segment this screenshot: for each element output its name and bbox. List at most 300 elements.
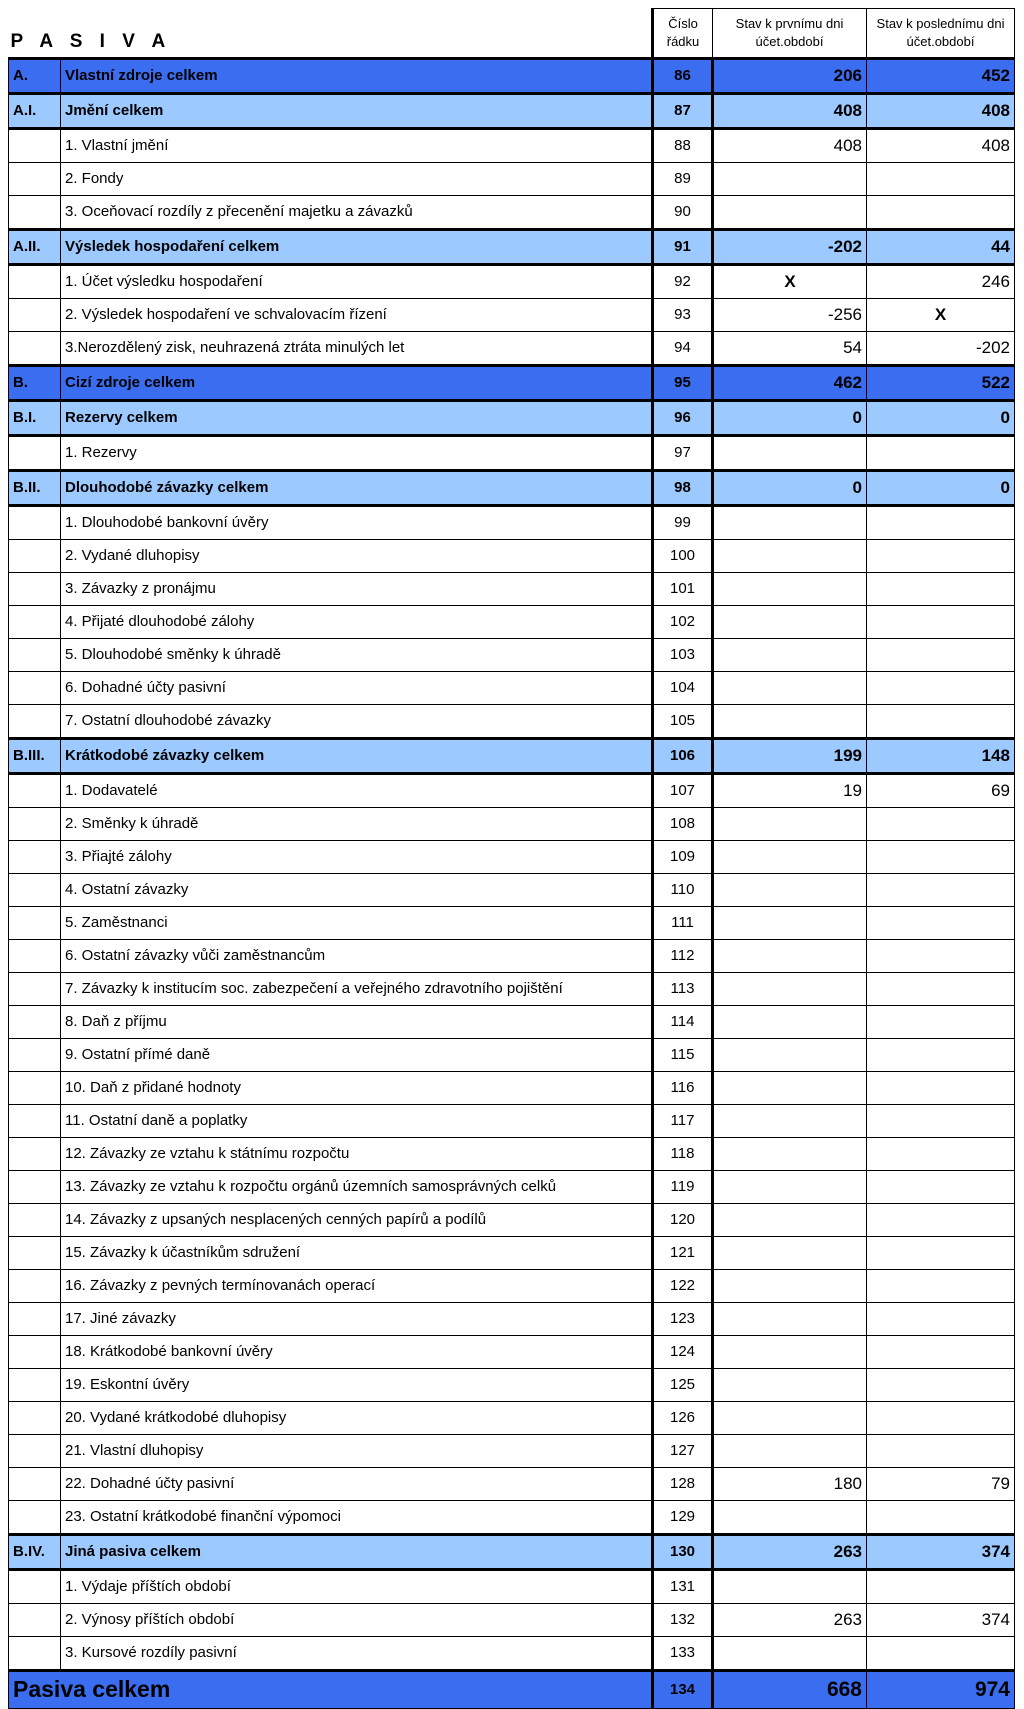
first-day-value [713,1302,867,1335]
last-day-value: 452 [867,58,1015,93]
first-day-value [713,1005,867,1038]
row-code: B.IV. [9,1534,61,1569]
row-number: 97 [653,435,713,470]
last-day-value [867,195,1015,229]
table-row [9,1170,1015,1203]
row-number: 118 [653,1137,713,1170]
row-code [9,840,61,873]
table-row [9,605,1015,638]
row-label: 2. Výnosy příštích období [61,1603,653,1636]
first-day-value [713,1137,867,1170]
first-day-value: X [713,264,867,298]
row-number: 98 [653,470,713,505]
table-row [9,773,1015,807]
last-day-value: -202 [867,331,1015,365]
row-label: 2. Fondy [61,162,653,195]
row-code [9,298,61,331]
last-day-value [867,1137,1015,1170]
row-number: 95 [653,365,713,400]
row-label: 21. Vlastní dluhopisy [61,1434,653,1467]
last-day-value: 374 [867,1534,1015,1569]
row-number: 130 [653,1534,713,1569]
last-day-value [867,162,1015,195]
row-number: 122 [653,1269,713,1302]
row-code [9,195,61,229]
first-day-value: 0 [713,470,867,505]
first-day-value [713,572,867,605]
row-label: 1. Dodavatelé [61,773,653,807]
last-day-value [867,1569,1015,1603]
first-day-value [713,1569,867,1603]
row-number: 93 [653,298,713,331]
table-row [9,1104,1015,1137]
row-code [9,671,61,704]
row-code [9,1038,61,1071]
row-number: 107 [653,773,713,807]
row-code [9,1005,61,1038]
last-day-value: 0 [867,400,1015,435]
last-day-value [867,1636,1015,1670]
row-code [9,162,61,195]
row-label: Jmění celkem [61,93,653,128]
row-label: Cizí zdroje celkem [61,365,653,400]
first-day-value [713,1636,867,1670]
subsection-row [9,738,1015,773]
last-day-value [867,605,1015,638]
last-day-value [867,1170,1015,1203]
row-number: 117 [653,1104,713,1137]
row-number: 114 [653,1005,713,1038]
row-number: 121 [653,1236,713,1269]
table-row [9,1569,1015,1603]
first-day-value: -256 [713,298,867,331]
table-row [9,1269,1015,1302]
header-row [9,9,1015,59]
row-label: 1. Dlouhodobé bankovní úvěry [61,505,653,539]
last-day-value [867,1434,1015,1467]
row-code [9,1467,61,1500]
row-label: 3. Oceňovací rozdíly z přecenění majetku a závazků [61,195,653,229]
first-day-value [713,1368,867,1401]
row-number: 105 [653,704,713,738]
total-row-number: 134 [653,1670,713,1708]
row-number: 101 [653,572,713,605]
total-last-value: 974 [867,1670,1015,1708]
table-row [9,298,1015,331]
row-code: A.I. [9,93,61,128]
first-day-value: 408 [713,93,867,128]
row-number: 104 [653,671,713,704]
last-day-value [867,807,1015,840]
row-code [9,1500,61,1534]
last-day-value [867,1203,1015,1236]
last-day-value [867,704,1015,738]
first-day-value [713,939,867,972]
row-code [9,1236,61,1269]
first-day-value [713,162,867,195]
row-label: 12. Závazky ze vztahu k státnímu rozpočtu [61,1137,653,1170]
table-row [9,840,1015,873]
table-row [9,1368,1015,1401]
row-label: 19. Eskontní úvěry [61,1368,653,1401]
row-number: 90 [653,195,713,229]
row-code [9,1434,61,1467]
row-label: 7. Ostatní dlouhodobé závazky [61,704,653,738]
row-code: B.III. [9,738,61,773]
table-row [9,1302,1015,1335]
last-day-value: 522 [867,365,1015,400]
first-day-value [713,605,867,638]
row-label: 4. Ostatní závazky [61,873,653,906]
last-day-value [867,1269,1015,1302]
last-day-value: 374 [867,1603,1015,1636]
row-label: Jiná pasiva celkem [61,1534,653,1569]
row-label: 2. Výsledek hospodaření ve schvalovacím řízení [61,298,653,331]
row-label: 2. Vydané dluhopisy [61,539,653,572]
row-code: A.II. [9,229,61,264]
last-day-value [867,638,1015,671]
last-day-value [867,1104,1015,1137]
table-row [9,704,1015,738]
last-day-value [867,840,1015,873]
last-day-value [867,1335,1015,1368]
table-row [9,1071,1015,1104]
row-code [9,128,61,162]
col-header-row-number: Číslo řádku [653,9,713,59]
row-code [9,906,61,939]
table-row [9,1467,1015,1500]
first-day-value [713,435,867,470]
subsection-row [9,470,1015,505]
row-label: 13. Závazky ze vztahu k rozpočtu orgánů územních samosprávných celků [61,1170,653,1203]
row-code [9,1104,61,1137]
first-day-value [713,873,867,906]
first-day-value [713,1071,867,1104]
table-row [9,162,1015,195]
row-number: 133 [653,1636,713,1670]
first-day-value [713,638,867,671]
row-number: 115 [653,1038,713,1071]
subsection-row [9,400,1015,435]
row-number: 113 [653,972,713,1005]
row-label: 15. Závazky k účastníkům sdružení [61,1236,653,1269]
subsection-row [9,229,1015,264]
last-day-value [867,572,1015,605]
first-day-value [713,1500,867,1534]
row-code [9,264,61,298]
row-label: 23. Ostatní krátkodobé finanční výpomoci [61,1500,653,1534]
first-day-value [713,505,867,539]
row-number: 124 [653,1335,713,1368]
row-label: 3.Nerozdělený zisk, neuhrazená ztráta minulých let [61,331,653,365]
total-first-value: 668 [713,1670,867,1708]
row-label: 4. Přijaté dlouhodobé zálohy [61,605,653,638]
last-day-value: 246 [867,264,1015,298]
row-number: 128 [653,1467,713,1500]
row-number: 96 [653,400,713,435]
last-day-value [867,435,1015,470]
table-row [9,972,1015,1005]
row-code [9,1368,61,1401]
table-row [9,128,1015,162]
last-day-value [867,505,1015,539]
first-day-value: 263 [713,1603,867,1636]
last-day-value: 408 [867,128,1015,162]
row-code [9,807,61,840]
subsection-row [9,1534,1015,1569]
last-day-value: 69 [867,773,1015,807]
first-day-value [713,671,867,704]
row-label: 22. Dohadné účty pasivní [61,1467,653,1500]
table-row [9,906,1015,939]
last-day-value: 79 [867,1467,1015,1500]
table-row [9,1335,1015,1368]
first-day-value: 206 [713,58,867,93]
table-row [9,1203,1015,1236]
table-row [9,1005,1015,1038]
row-number: 87 [653,93,713,128]
first-day-value [713,1203,867,1236]
row-label: 3. Přiajté zálohy [61,840,653,873]
row-number: 91 [653,229,713,264]
first-day-value [713,840,867,873]
table-row [9,1636,1015,1670]
first-day-value [713,1236,867,1269]
row-label: 3. Závazky z pronájmu [61,572,653,605]
row-label: 9. Ostatní přímé daně [61,1038,653,1071]
table-row [9,1500,1015,1534]
first-day-value [713,972,867,1005]
row-number: 131 [653,1569,713,1603]
row-number: 132 [653,1603,713,1636]
table-row [9,264,1015,298]
row-code [9,605,61,638]
last-day-value [867,1236,1015,1269]
row-label: 17. Jiné závazky [61,1302,653,1335]
row-label: 1. Výdaje příštích období [61,1569,653,1603]
row-label: 20. Vydané krátkodobé dluhopisy [61,1401,653,1434]
section-row [9,365,1015,400]
row-label: 11. Ostatní daně a poplatky [61,1104,653,1137]
last-day-value [867,906,1015,939]
last-day-value [867,972,1015,1005]
row-number: 116 [653,1071,713,1104]
table-row [9,331,1015,365]
row-code [9,539,61,572]
table-row [9,638,1015,671]
row-number: 109 [653,840,713,873]
row-label: 16. Závazky z pevných termínovanách operací [61,1269,653,1302]
row-label: 1. Rezervy [61,435,653,470]
table-row [9,435,1015,470]
row-label: 1. Účet výsledku hospodaření [61,264,653,298]
first-day-value [713,539,867,572]
row-code [9,1269,61,1302]
first-day-value: 408 [713,128,867,162]
last-day-value: 148 [867,738,1015,773]
row-label: 5. Dlouhodobé směnky k úhradě [61,638,653,671]
row-code: B.II. [9,470,61,505]
first-day-value: 0 [713,400,867,435]
row-number: 126 [653,1401,713,1434]
row-number: 111 [653,906,713,939]
table-row [9,671,1015,704]
row-number: 88 [653,128,713,162]
last-day-value: 0 [867,470,1015,505]
first-day-value: -202 [713,229,867,264]
table-row [9,1137,1015,1170]
row-code [9,1137,61,1170]
total-label: Pasiva celkem [9,1670,653,1708]
balance-sheet [8,8,1015,1709]
row-label: Rezervy celkem [61,400,653,435]
row-number: 120 [653,1203,713,1236]
first-day-value [713,195,867,229]
last-day-value [867,1368,1015,1401]
first-day-value: 462 [713,365,867,400]
last-day-value [867,1005,1015,1038]
row-label: 2. Směnky k úhradě [61,807,653,840]
sheet-title: P A S I V A [9,9,653,59]
row-code [9,572,61,605]
row-number: 86 [653,58,713,93]
row-code [9,873,61,906]
row-number: 127 [653,1434,713,1467]
first-day-value [713,1104,867,1137]
last-day-value [867,1038,1015,1071]
table-row [9,539,1015,572]
row-number: 125 [653,1368,713,1401]
table-row [9,939,1015,972]
table-row [9,1236,1015,1269]
row-code [9,704,61,738]
first-day-value [713,704,867,738]
first-day-value [713,1269,867,1302]
row-label: 18. Krátkodobé bankovní úvěry [61,1335,653,1368]
first-day-value [713,807,867,840]
row-code [9,1636,61,1670]
first-day-value: 199 [713,738,867,773]
table-row [9,195,1015,229]
subsection-row [9,93,1015,128]
row-number: 103 [653,638,713,671]
first-day-value: 263 [713,1534,867,1569]
table-row [9,572,1015,605]
row-label: Krátkodobé závazky celkem [61,738,653,773]
first-day-value [713,1038,867,1071]
last-day-value: X [867,298,1015,331]
row-code [9,1071,61,1104]
row-label: Vlastní zdroje celkem [61,58,653,93]
row-code [9,1401,61,1434]
row-label: 6. Dohadné účty pasivní [61,671,653,704]
row-code: B. [9,365,61,400]
row-number: 92 [653,264,713,298]
table-row [9,1434,1015,1467]
table-row [9,1038,1015,1071]
first-day-value [713,906,867,939]
row-code [9,1569,61,1603]
total-row [9,1670,1015,1708]
row-number: 100 [653,539,713,572]
first-day-value [713,1434,867,1467]
last-day-value [867,1401,1015,1434]
row-label: 3. Kursové rozdíly pasivní [61,1636,653,1670]
row-label: Výsledek hospodaření celkem [61,229,653,264]
row-code [9,505,61,539]
last-day-value [867,1500,1015,1534]
row-number: 99 [653,505,713,539]
last-day-value [867,671,1015,704]
row-label: 7. Závazky k institucím soc. zabezpečení a veřejného zdravotního pojištění [61,972,653,1005]
col-header-first-day: Stav k prvnímu dni účet.období [713,9,867,59]
row-code [9,1335,61,1368]
last-day-value [867,1071,1015,1104]
table-body [9,58,1015,1670]
first-day-value [713,1401,867,1434]
section-row [9,58,1015,93]
first-day-value [713,1170,867,1203]
row-number: 106 [653,738,713,773]
table-row [9,873,1015,906]
last-day-value: 44 [867,229,1015,264]
table-row [9,1603,1015,1636]
row-code [9,1170,61,1203]
row-label: 10. Daň z přidané hodnoty [61,1071,653,1104]
table-row [9,807,1015,840]
pasiva-table [8,8,1015,1709]
row-label: 5. Zaměstnanci [61,906,653,939]
last-day-value [867,873,1015,906]
row-number: 89 [653,162,713,195]
row-number: 129 [653,1500,713,1534]
row-code [9,939,61,972]
row-number: 110 [653,873,713,906]
table-row [9,1401,1015,1434]
row-label: 14. Závazky z upsaných nesplacených cenných papírů a podílů [61,1203,653,1236]
row-label: 1. Vlastní jmění [61,128,653,162]
last-day-value: 408 [867,93,1015,128]
row-code [9,972,61,1005]
row-code [9,1203,61,1236]
row-code [9,1603,61,1636]
row-code: A. [9,58,61,93]
first-day-value [713,1335,867,1368]
row-code [9,1302,61,1335]
row-code [9,638,61,671]
row-label: 6. Ostatní závazky vůči zaměstnancům [61,939,653,972]
row-code [9,435,61,470]
first-day-value: 19 [713,773,867,807]
row-number: 119 [653,1170,713,1203]
row-number: 112 [653,939,713,972]
row-label: 8. Daň z příjmu [61,1005,653,1038]
row-number: 123 [653,1302,713,1335]
row-code: B.I. [9,400,61,435]
row-label: Dlouhodobé závazky celkem [61,470,653,505]
row-number: 94 [653,331,713,365]
first-day-value: 180 [713,1467,867,1500]
col-header-last-day: Stav k poslednímu dni účet.období [867,9,1015,59]
table-row [9,505,1015,539]
row-code [9,331,61,365]
first-day-value: 54 [713,331,867,365]
row-number: 108 [653,807,713,840]
row-number: 102 [653,605,713,638]
last-day-value [867,939,1015,972]
last-day-value [867,539,1015,572]
row-code [9,773,61,807]
